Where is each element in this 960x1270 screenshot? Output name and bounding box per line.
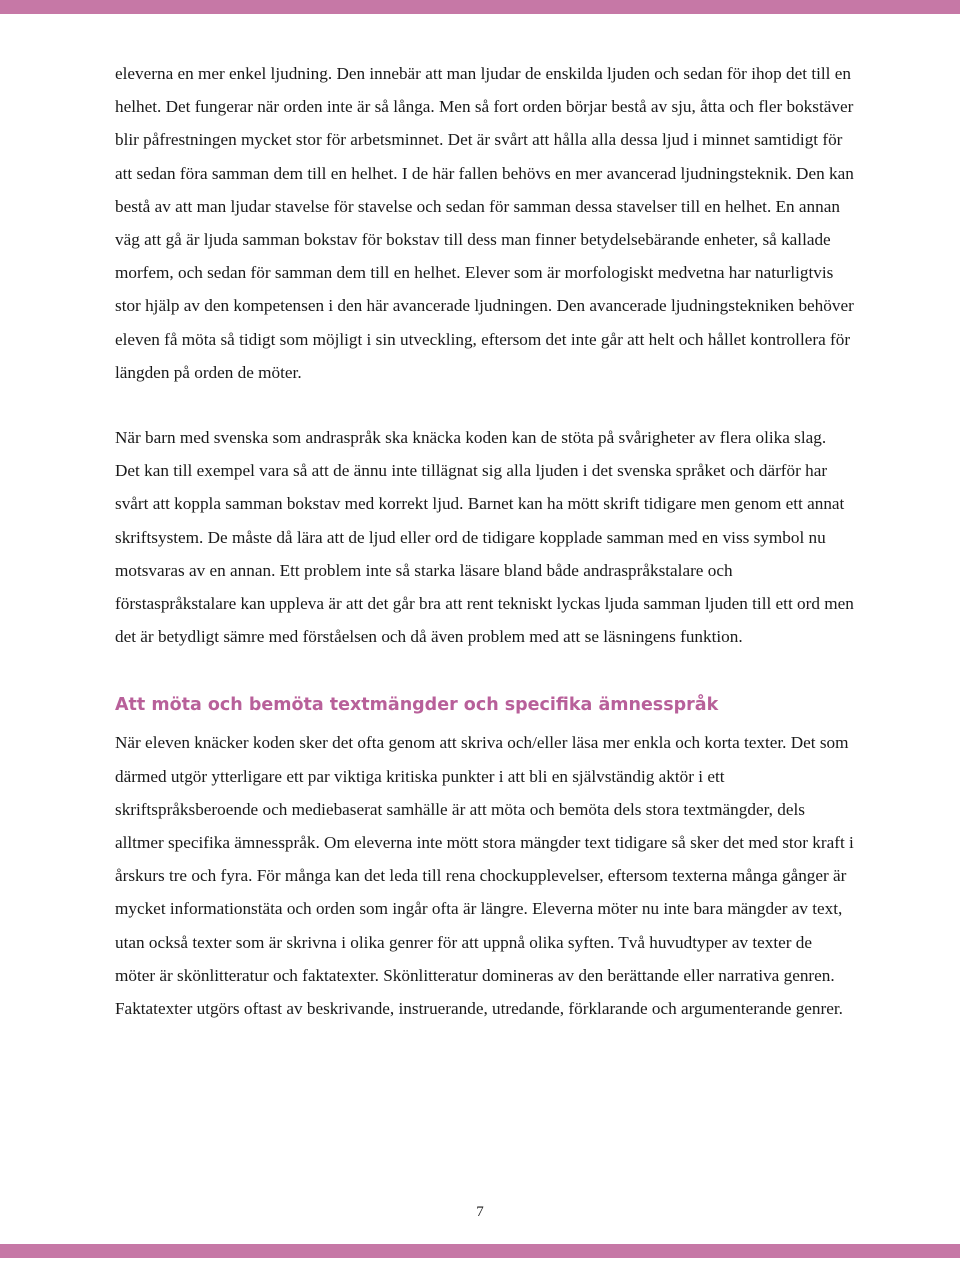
paragraph: När eleven knäcker koden sker det ofta genom att skriva och/eller läsa mer enkla och korta texter. Det som därmed utgör ytterligare ett par viktiga kritiska punkter i att bli en självständig aktör i ett skriftspråksberoende och mediebaserat samhälle är att möta och bemöta dels stora textmängder, dels alltmer specifika ämnesspråk. Om eleverna inte mött stora mängder text tidigare så sker det med stor kraft i årskurs tre och fyra. För många kan det leda till rena chockupplevelser, eftersom texterna många gånger är mycket informationstäta och orden som ingår ofta är längre. Eleverna möter nu inte bara mängder av text, utan också texter som är skrivna i olika genrer för att uppnå olika syften. Två huvudtyper av texter de möter är skönlitteratur och faktatexter. Skönlitteratur domineras av den berättande eller narrativa genren. Faktatexter utgörs oftast av beskrivande, instruerande, utredande, förklarande och argumenterande genrer. bbox=[115, 733, 854, 1019]
page-number: 7 bbox=[476, 1204, 484, 1220]
page-body bbox=[115, 57, 855, 1025]
top-decorative-band bbox=[0, 0, 960, 14]
section-heading: Att möta och bemöta textmängder och specifika ämnesspråk bbox=[115, 695, 719, 716]
paragraph: När barn med svenska som andraspråk ska knäcka koden kan de stöta på svårigheter av flera olika slag. Det kan till exempel vara så att de ännu inte tillägnat sig alla ljuden i det svenska språket och därför har svårt att koppla samman bokstav med korrekt ljud. Barnet kan ha mött skrift tidigare men genom ett annat skriftsystem. De måste då lära att de ljud eller ord de tidigare kopplade samman med en viss symbol nu motsvaras av en annan. Ett problem inte så starka läsare bland både andraspråkstalare och förstaspråkstalare kan uppleva är att det går bra att rent tekniskt lyckas ljuda samman ljuden till ett ord men det är betydligt sämre med förståelsen och då även problem med att se läsningens funktion. bbox=[115, 428, 854, 647]
paragraph: eleverna en mer enkel ljudning. Den innebär att man ljudar de enskilda ljuden och sedan för ihop det till en helhet. Det fungerar när orden inte är så långa. Men så fort orden börjar bestå av sju, åtta och fler bokstäver blir påfrestningen mycket stor för arbetsminnet. Det är svårt att hålla alla dessa ljud i minnet samtidigt för att sedan föra samman dem till en helhet. I de här fallen behövs en mer avancerad ljudningsteknik. Den kan bestå av att man ljudar stavelse för stavelse och sedan för samman dessa stavelser till en helhet. En annan väg att gå är ljuda samman bokstav för bokstav till dess man finner betydelsebärande enheter, så kallade morfem, och sedan för samman dem till en helhet. Elever som är morfologiskt medvetna har naturligtvis stor hjälp av den kompetensen i den här avancerade ljudningen. Den avancerade ljudningstekniken behöver eleven få möta så tidigt som möjligt i sin utveckling, eftersom det inte går att helt och hållet kontrollera för längden på orden de möter. bbox=[115, 64, 854, 382]
bottom-decorative-band bbox=[0, 1244, 960, 1258]
